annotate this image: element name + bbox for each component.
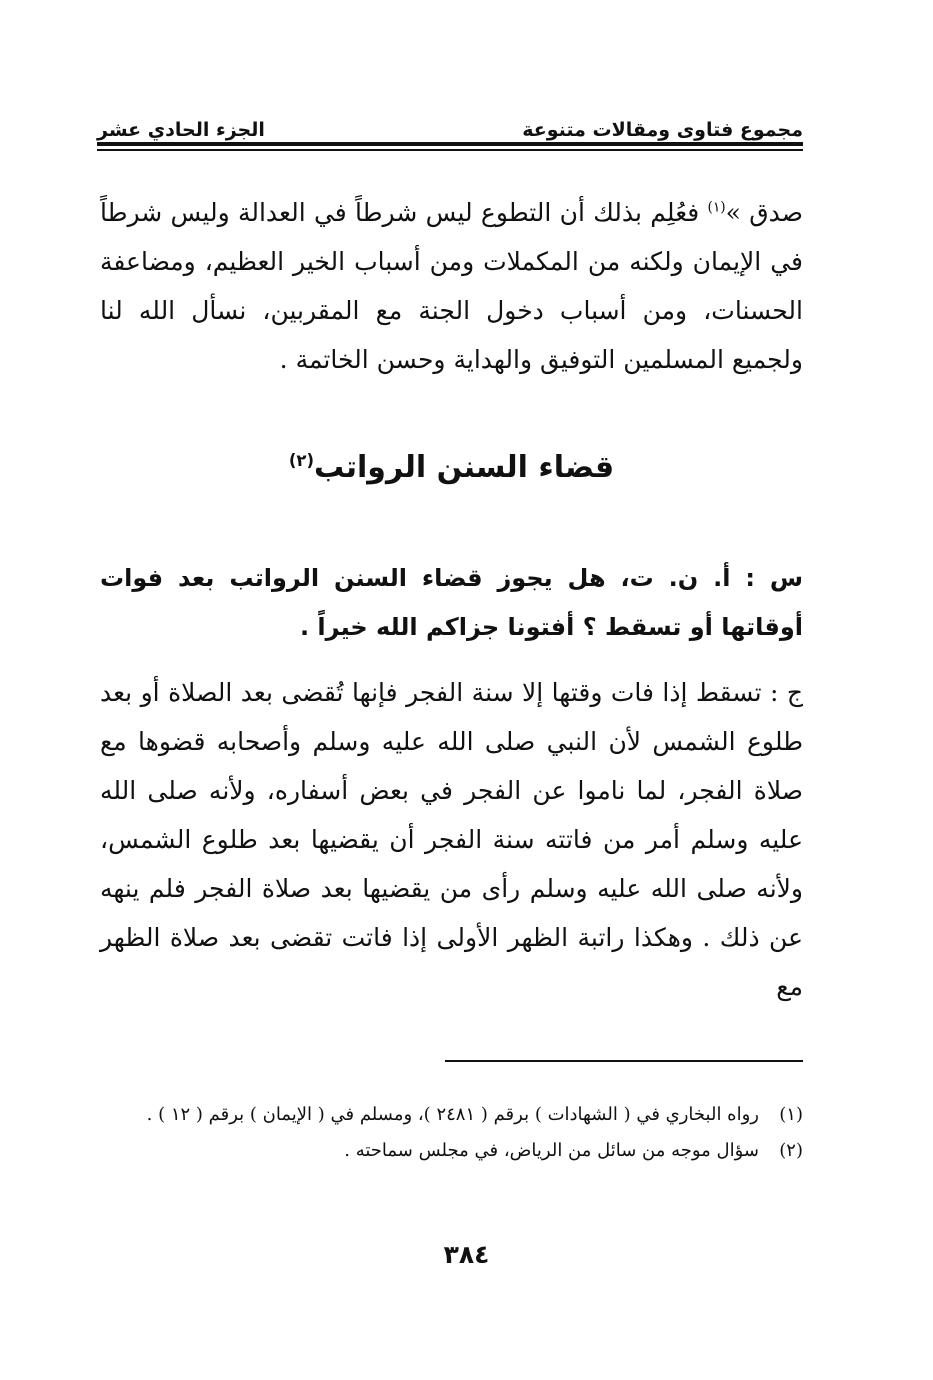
footnote-ref-1: (١)	[707, 199, 726, 216]
section-title	[100, 444, 803, 492]
footnote-text: رواه البخاري في ( الشهادات ) برقم ( ٢٤٨١ )، ومسلم في ( الإيمان ) برقم ( ١٢ ) .	[146, 1104, 759, 1125]
section-title-text: قضاء السنن الرواتب	[313, 450, 615, 485]
header-divider	[97, 142, 803, 151]
intro-text-start: صدق »	[725, 198, 803, 227]
book-title: مجموع فتاوى ومقالات متنوعة	[522, 119, 803, 141]
footnote-number: (٢)	[779, 1140, 803, 1161]
page-number: ٣٨٤	[443, 1240, 490, 1269]
volume-label: الجزء الحادي عشر	[97, 119, 265, 141]
running-header	[97, 108, 803, 140]
footnote-text: سؤال موجه من سائل من الرياض، في مجلس سماحته .	[344, 1140, 759, 1161]
footnote-2	[100, 1133, 803, 1169]
footnote-ref-2: (٢)	[288, 451, 314, 470]
answer-paragraph: ج : تسقط إذا فات وقتها إلا سنة الفجر فإنها تُقضى بعد الصلاة أو بعد طلوع الشمس لأن النبي صلى الله عليه وسلم وأصحابه قضوها مع صلاة الفجر، لما ناموا عن الفجر في بعض أسفاره، ولأنه صلى الله عليه وسلم أمر من فاتته سنة الفجر أن يقضيها بعد طلوع الشمس، ولأنه صلى الله عليه وسلم رأى من يقضيها بعد صلاة الفجر فلم ينهه عن ذلك . وهكذا راتبة الظهر الأولى إذا فاتت تقضى بعد صلاة الظهر مع	[100, 678, 803, 1001]
footnotes	[100, 1097, 803, 1169]
footnote-number: (١)	[779, 1104, 803, 1125]
question-paragraph: س : أ. ن. ت، هل يجوز قضاء السنن الرواتب بعد فوات أوقاتها أو تسقط ؟ أفتونا جزاكم الله خيراً .	[100, 564, 803, 641]
header-rule-thin	[97, 149, 803, 151]
footnote-1	[100, 1097, 803, 1133]
footnote-separator	[445, 1060, 803, 1062]
header-rule-thick	[97, 142, 803, 146]
intro-text: فعُلِم بذلك أن التطوع ليس شرطاً في العدالة وليس شرطاً في الإيمان ولكنه من المكملات ومن أسباب الخير العظيم، ومضاعفة الحسنات، ومن أسباب دخول الجنة مع المقربين، نسأل الله لنا ولجميع المسلمين التوفيق والهداية وحسن الخاتمة .	[100, 198, 803, 374]
intro-paragraph	[100, 188, 803, 384]
